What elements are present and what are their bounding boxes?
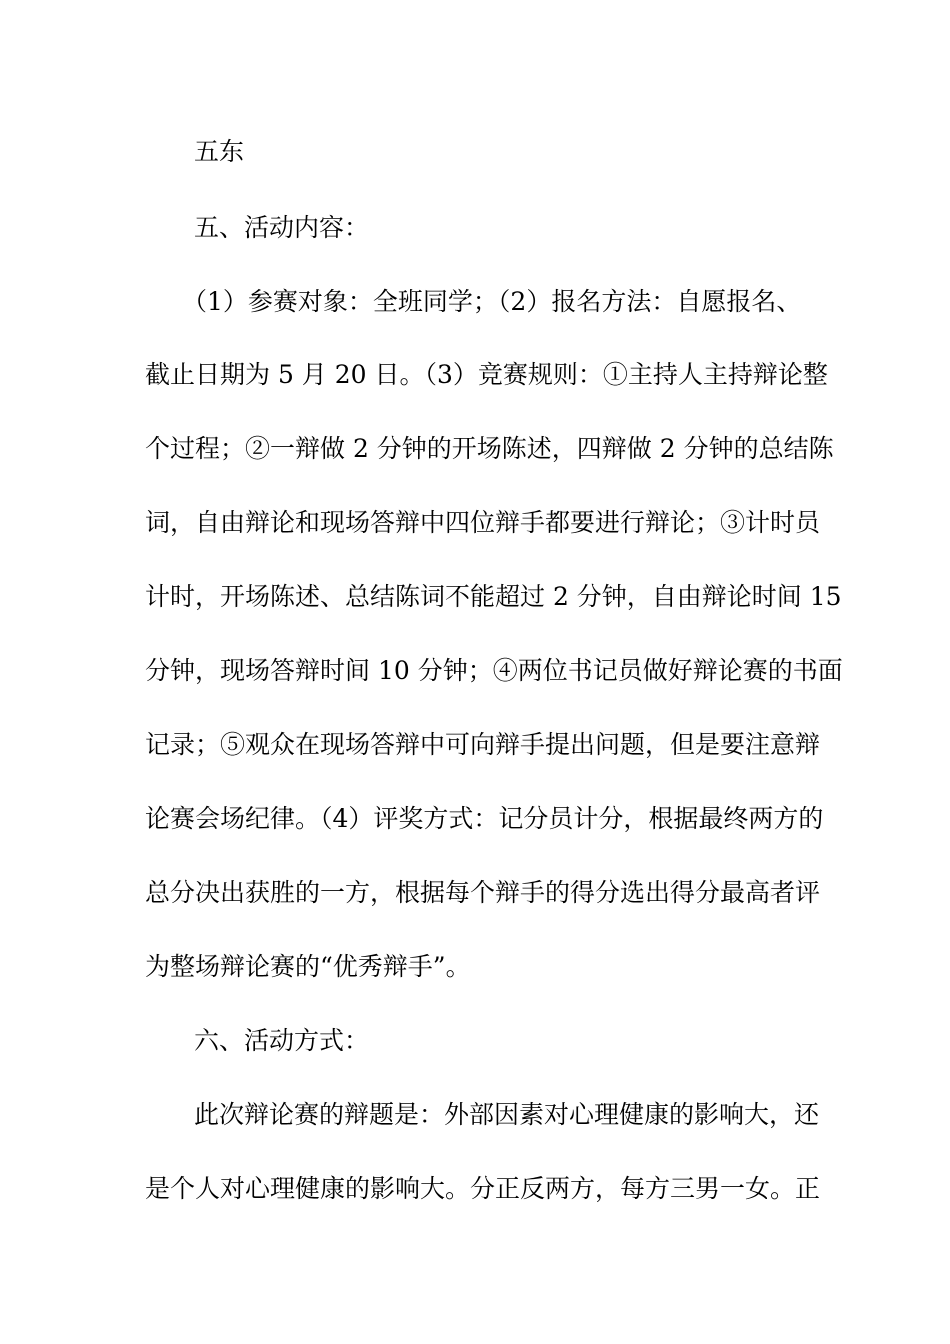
section-heading-activity-content: 五、活动内容： <box>194 213 370 242</box>
paragraph-line: 截止日期为 5 月 20 日。（3）竞赛规则：①主持人主持辩论整 <box>145 360 828 389</box>
paragraph-line: 论赛会场纪律。（4）评奖方式：记分员计分，根据最终两方的 <box>145 804 824 833</box>
text-line: 五东 <box>194 137 245 166</box>
paragraph-line: 为整场辩论赛的“优秀辩手”。 <box>145 952 471 981</box>
paragraph-line: 计时，开场陈述、总结陈词不能超过 2 分钟，自由辩论时间 15 <box>145 582 842 611</box>
paragraph-line: 是个人对心理健康的影响大。分正反两方，每方三男一女。正 <box>145 1174 821 1203</box>
section-heading-activity-method: 六、活动方式： <box>194 1026 370 1055</box>
paragraph-line: 分钟，现场答辩时间 10 分钟；④两位书记员做好辩论赛的书面 <box>145 656 843 685</box>
paragraph-line: 个过程；②一辩做 2 分钟的开场陈述，四辩做 2 分钟的总结陈 <box>145 434 834 463</box>
paragraph-line: 总分决出获胜的一方，根据每个辩手的得分选出得分最高者评 <box>145 878 821 907</box>
paragraph-line: （1）参赛对象：全班同学；（2）报名方法：自愿报名、 <box>182 287 802 316</box>
paragraph-line: 记录；⑤观众在现场答辩中可向辩手提出问题，但是要注意辩 <box>145 730 821 759</box>
paragraph-line: 此次辩论赛的辩题是：外部因素对心理健康的影响大，还 <box>194 1100 820 1129</box>
paragraph-line: 词，自由辩论和现场答辩中四位辩手都要进行辩论；③计时员 <box>145 508 821 537</box>
